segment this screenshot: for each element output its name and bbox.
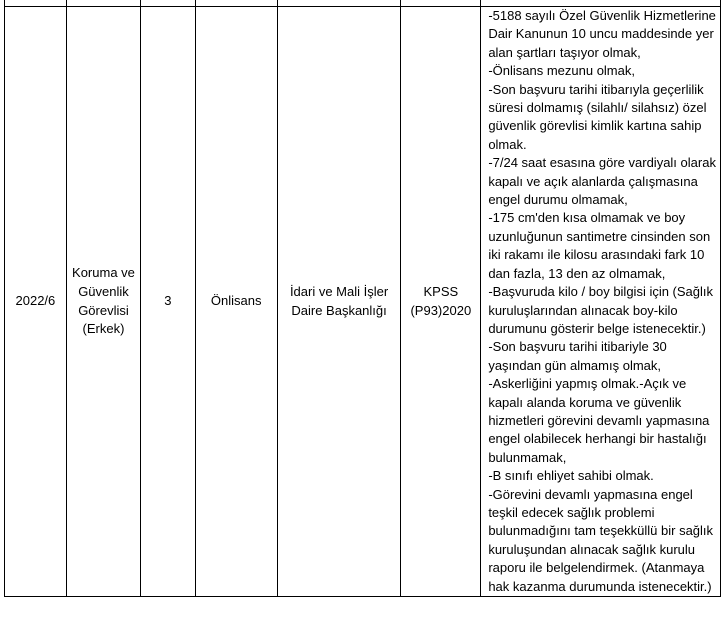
education-cell xyxy=(195,7,277,597)
requirement-line: güvenlik görevlisi kimlik kartına sahip xyxy=(488,118,702,134)
requirement-line: yaşından gün almamış olmak, xyxy=(488,357,662,373)
requirement-line: bulunmamak, xyxy=(488,449,567,465)
requirement-line: -Önlisans mezunu olmak, xyxy=(488,63,635,79)
requirement-line: -Son başvuru tarihi itibarıyla geçerlilik xyxy=(488,81,704,97)
count-cell xyxy=(141,7,195,597)
requirement-line: engel durumu olmamak, xyxy=(488,192,628,208)
requirement-line: kapalı alanda koruma ve güvenlik xyxy=(488,394,682,410)
requirement-line: raporu ile belgelendirmek. (Atanmaya xyxy=(488,560,705,576)
requirement-line: -Görevini devamlı yapmasına engel xyxy=(488,486,693,502)
count-value: 3 xyxy=(164,293,172,309)
requirement-line: iki rakamı ile kilosu arasındaki fark 10 xyxy=(488,247,705,263)
education-value: Önlisans xyxy=(210,293,262,309)
requirement-line: dan fazla, 13 den az olmamak, xyxy=(488,265,666,281)
requirement-line: bulunmadığını tam teşekküllü bir sağlık xyxy=(488,523,714,539)
exam-line: KPSS xyxy=(423,283,459,299)
requirement-line: hak kazanma durumunda istenecektir.) xyxy=(488,578,712,594)
table-row xyxy=(5,7,721,597)
requirement-line: kuruluşlarından alınacak boy-kilo xyxy=(488,302,678,318)
requirement-line: süresi dolmamış (silahlı/ silahsız) özel xyxy=(488,100,707,116)
unit-line: Daire Başkanlığı xyxy=(291,302,387,318)
exam-cell xyxy=(401,7,481,597)
requirement-line: -7/24 saat esasına göre vardiyalı olarak xyxy=(488,155,716,171)
job-listing-table xyxy=(4,0,721,597)
requirement-line: -175 cm'den kısa olmamak ve boy xyxy=(488,210,686,226)
unit-cell xyxy=(277,7,401,597)
period-cell xyxy=(5,7,67,597)
position-cell xyxy=(66,7,140,597)
requirement-line: Dair Kanunun 10 uncu maddesinde yer xyxy=(488,26,714,42)
requirement-line: teşkil edecek sağlık problemi xyxy=(488,504,655,520)
requirement-line: -Başvuruda kilo / boy bilgisi için (Sağlık xyxy=(488,284,714,300)
requirement-line: hizmetleri görevini devamlı yapmasına xyxy=(488,412,710,428)
requirement-line: engel olabilecek herhangi bir hastalığı xyxy=(488,431,707,447)
requirement-line: kuruluşundan alınacak sağlık kurulu xyxy=(488,541,695,557)
period-value: 2022/6 xyxy=(15,293,56,309)
requirement-line: kapalı ve açık alanlarda çalışmasına xyxy=(488,173,698,189)
requirement-line: -5188 sayılı Özel Güvenlik Hizmetlerine xyxy=(488,8,716,23)
unit-line: İdari ve Mali İşler xyxy=(289,283,389,299)
requirement-line: -B sınıfı ehliyet sahibi olmak. xyxy=(488,468,654,484)
requirement-line: uzunluğunun santimetre cinsinden son xyxy=(488,228,711,244)
requirement-line: -Son başvuru tarihi itibariyle 30 xyxy=(488,339,667,355)
requirement-line: olmak. xyxy=(488,136,527,152)
position-line: Güvenlik xyxy=(78,283,129,299)
requirement-line: alan şartları taşıyor olmak, xyxy=(488,44,641,60)
requirement-line: durumunu gösterir belge istenecektir.) xyxy=(488,320,706,336)
position-line: Görevlisi xyxy=(78,302,129,318)
position-line: (Erkek) xyxy=(82,321,125,337)
position-line: Koruma ve xyxy=(72,265,135,281)
requirement-line: -Askerliğini yapmış olmak.-Açık ve xyxy=(488,376,687,392)
exam-line: (P93)2020 xyxy=(410,302,472,318)
requirements-cell xyxy=(481,7,721,597)
